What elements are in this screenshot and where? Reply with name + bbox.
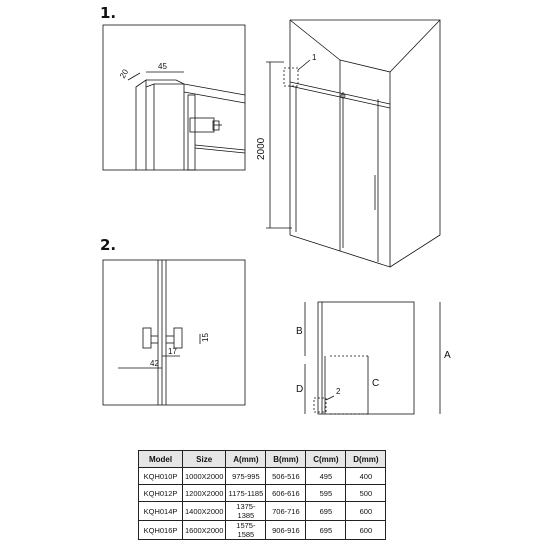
table-row xyxy=(139,468,386,485)
cell-d: 400 xyxy=(346,468,386,485)
step-2-label: 2. xyxy=(100,236,117,254)
cell-d: 600 xyxy=(346,521,386,540)
table-row xyxy=(139,485,386,502)
dim-15-text: 15 xyxy=(201,333,210,342)
cell-size: 1600X2000 xyxy=(183,521,226,540)
cell-c: 595 xyxy=(306,485,346,502)
cell-d: 500 xyxy=(346,485,386,502)
plan-view xyxy=(314,302,414,414)
cell-model: KQH012P xyxy=(139,485,183,502)
cell-size: 1000X2000 xyxy=(183,468,226,485)
cell-a: 1575-1585 xyxy=(226,521,266,540)
dim-20-line xyxy=(128,73,140,80)
cell-size: 1400X2000 xyxy=(183,502,226,521)
cell-model: KQH010P xyxy=(139,468,183,485)
cell-c: 695 xyxy=(306,521,346,540)
table-header-row xyxy=(139,451,386,468)
dim-c-text: C xyxy=(372,378,380,389)
cell-d: 600 xyxy=(346,502,386,521)
dim-a-text: A xyxy=(444,350,451,361)
cell-size: 1200X2000 xyxy=(183,485,226,502)
wall-profile-detail xyxy=(136,80,245,170)
dim-b-text: B xyxy=(296,326,303,337)
header-b: B(mm) xyxy=(266,451,306,468)
cell-b: 706-716 xyxy=(266,502,306,521)
cell-a: 1175-1185 xyxy=(226,485,266,502)
step-1-label: 1. xyxy=(100,4,117,22)
dim-17-text: 17 xyxy=(168,347,177,356)
cell-b: 906-916 xyxy=(266,521,306,540)
header-d: D(mm) xyxy=(346,451,386,468)
callout-2-text: 2 xyxy=(336,387,341,396)
cell-a: 1375-1385 xyxy=(226,502,266,521)
dim-d-text: D xyxy=(296,384,304,395)
dim-42-text: 42 xyxy=(150,359,159,368)
cell-a: 975-995 xyxy=(226,468,266,485)
cell-b: 606-616 xyxy=(266,485,306,502)
shower-enclosure-overview xyxy=(284,20,440,267)
header-model: Model xyxy=(139,451,183,468)
cell-c: 695 xyxy=(306,502,346,521)
cell-c: 495 xyxy=(306,468,346,485)
dim-20-text: 20 xyxy=(117,67,131,80)
cell-model: KQH014P xyxy=(139,502,183,521)
height-dim-text: 2000 xyxy=(256,137,267,160)
table-row xyxy=(139,521,386,540)
handle-detail xyxy=(143,260,182,405)
spec-table xyxy=(138,450,386,540)
header-size: Size xyxy=(183,451,226,468)
table-row xyxy=(139,502,386,521)
header-a: A(mm) xyxy=(226,451,266,468)
header-c: C(mm) xyxy=(306,451,346,468)
dim-45-text: 45 xyxy=(158,62,167,71)
cell-b: 506-516 xyxy=(266,468,306,485)
cell-model: KQH016P xyxy=(139,521,183,540)
callout-1-text: 1 xyxy=(312,53,317,62)
